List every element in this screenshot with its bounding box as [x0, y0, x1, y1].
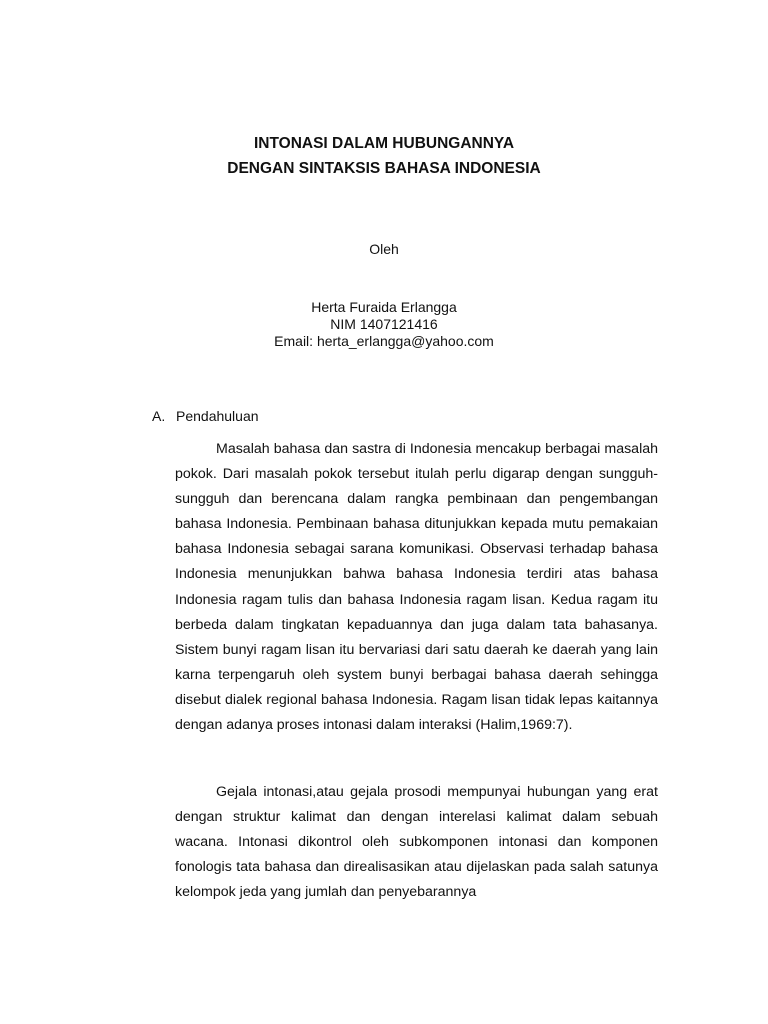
title-line-2: DENGAN SINTAKSIS BAHASA INDONESIA [227, 160, 541, 177]
author-name: Herta Furaida Erlangga [311, 299, 457, 315]
by-label: Oleh [369, 241, 399, 257]
section-title: Pendahuluan [176, 408, 259, 424]
section-number: A. [152, 408, 166, 424]
paragraph-2: Gejala intonasi,atau gejala prosodi mempunyai hubungan yang erat dengan struktur kalimat dan dengan interelasi kalimat dalam sebuah wacana. Intonasi dikontrol oleh subkomponen intonasi dan komponen fonologis tata bahasa dan direalisasikan atau dijelaskan pada salah satunya kelompok jeda yang jumlah dan penyebarannya [175, 784, 658, 901]
author-email: Email: herta_erlangga@yahoo.com [274, 333, 494, 349]
section-heading [152, 408, 259, 424]
title-line-1: INTONASI DALAM HUBUNGANNYA [253, 135, 515, 152]
paragraph-1: Masalah bahasa dan sastra di Indonesia mencakup berbagai masalah pokok. Dari masalah pokok tersebut itulah perlu digarap dengan sungguh-sungguh dan berencana dalam rangka pembinaan dan pengembangan bahasa Indonesia. Pembinaan bahasa ditunjukkan kepada mutu pemakaian bahasa Indonesia sebagai sarana komunikasi. Observasi terhadap bahasa Indonesia menunjukkan bahwa bahasa Indonesia terdiri atas bahasa Indonesia ragam tulis dan bahasa Indonesia ragam lisan. Kedua ragam itu berbeda dalam tingkatan kepaduannya dan juga dalam tata bahasanya. Sistem bunyi ragam lisan itu bervariasi dari satu daerah ke daerah yang lain karna terpengaruh oleh system bunyi berbagai bahasa daerah sehingga disebut dialek regional bahasa Indonesia. Ragam lisan tidak lepas kaitannya dengan adanya proses intonasi dalam interaksi (Halim,1969:7). [175, 441, 658, 734]
author-nim: NIM 1407121416 [330, 316, 438, 332]
